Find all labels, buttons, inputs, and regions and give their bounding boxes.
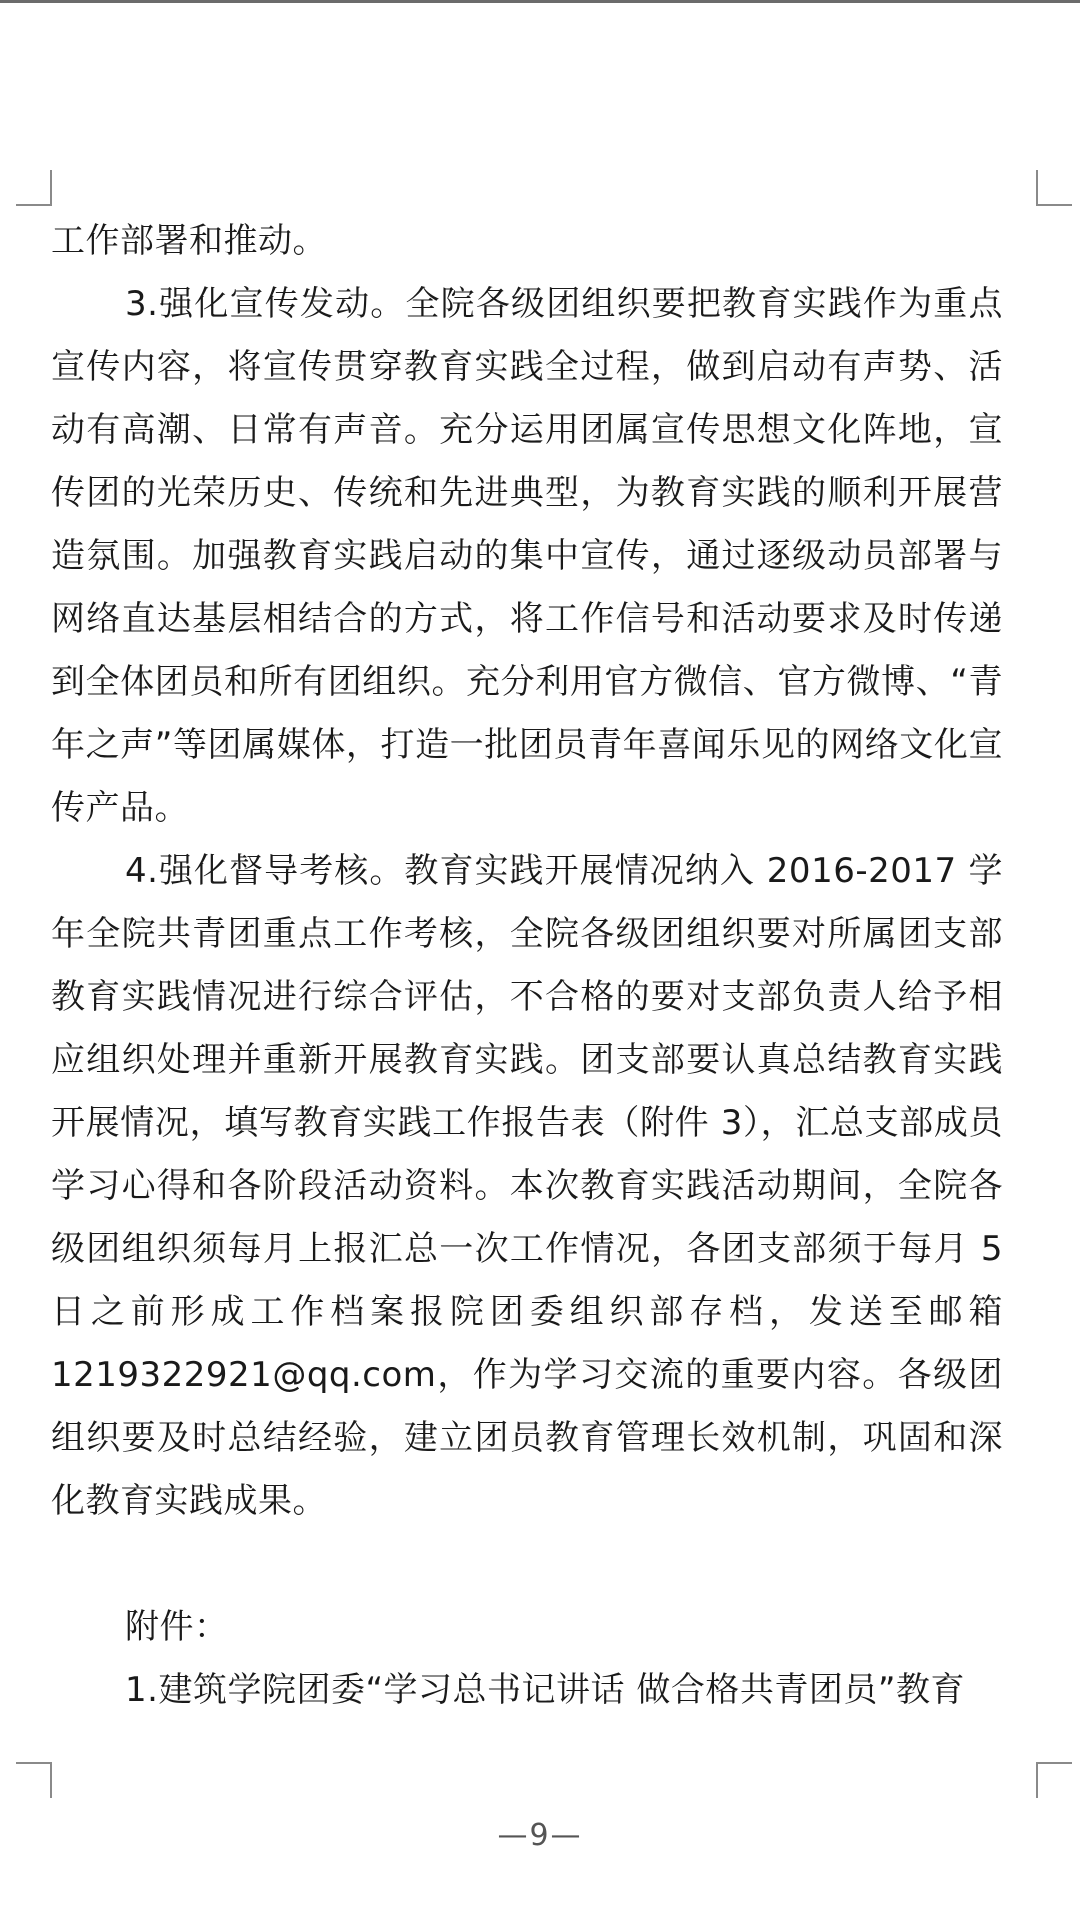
crop-mark-top-left	[16, 170, 52, 206]
paragraph-publicity: 3.强化宣传发动。全院各级团组织要把教育实践作为重点宣传内容，将宣传贯穿教育实践全过程，做到启动有声势、活动有高潮、日常有声音。充分运用团属宣传思想文化阵地，宣传团的光荣历史、传统和先进典型，为教育实践的顺利开展营造氛围。加强教育实践启动的集中宣传，通过逐级动员部署与网络直达基层相结合的方式，将工作信号和活动要求及时传递到全体团员和所有团组织。充分利用官方微信、官方微博、“青年之声”等团属媒体，打造一批团员青年喜闻乐见的网络文化宣传产品。	[51, 284, 1003, 828]
blank-line	[51, 1533, 1003, 1596]
attachments-label: 附件：	[125, 1607, 229, 1647]
crop-mark-top-right	[1036, 170, 1072, 206]
crop-mark-bottom-right	[1036, 1762, 1072, 1798]
top-border	[0, 0, 1080, 3]
page-number: —9—	[497, 1818, 583, 1853]
paragraph-continuation: 工作部署和推动。	[51, 221, 327, 261]
document-body	[51, 210, 1003, 1722]
attachment-item-1: 1.建筑学院团委“学习总书记讲话 做合格共青团员”教育	[125, 1670, 965, 1710]
crop-mark-bottom-left	[16, 1762, 52, 1798]
paragraph-supervision: 4.强化督导考核。教育实践开展情况纳入 2016-2017 学年全院共青团重点工作考核，全院各级团组织要对所属团支部教育实践情况进行综合评估，不合格的要对支部负责人给予相应组织处理并重新开展教育实践。团支部要认真总结教育实践开展情况，填写教育实践工作报告表（附件 3），汇总支部成员学习心得和各阶段活动资料。本次教育实践活动期间，全院各级团组织须每月上报汇总一次工作情况，各团支部须于每月 5 日之前形成工作档案报院团委组织部存档，发送至邮箱 1219322921@qq.com，作为学习交流的重要内容。各级团组织要及时总结经验，建立团员教育管理长效机制，巩固和深化教育实践成果。	[51, 851, 1003, 1521]
